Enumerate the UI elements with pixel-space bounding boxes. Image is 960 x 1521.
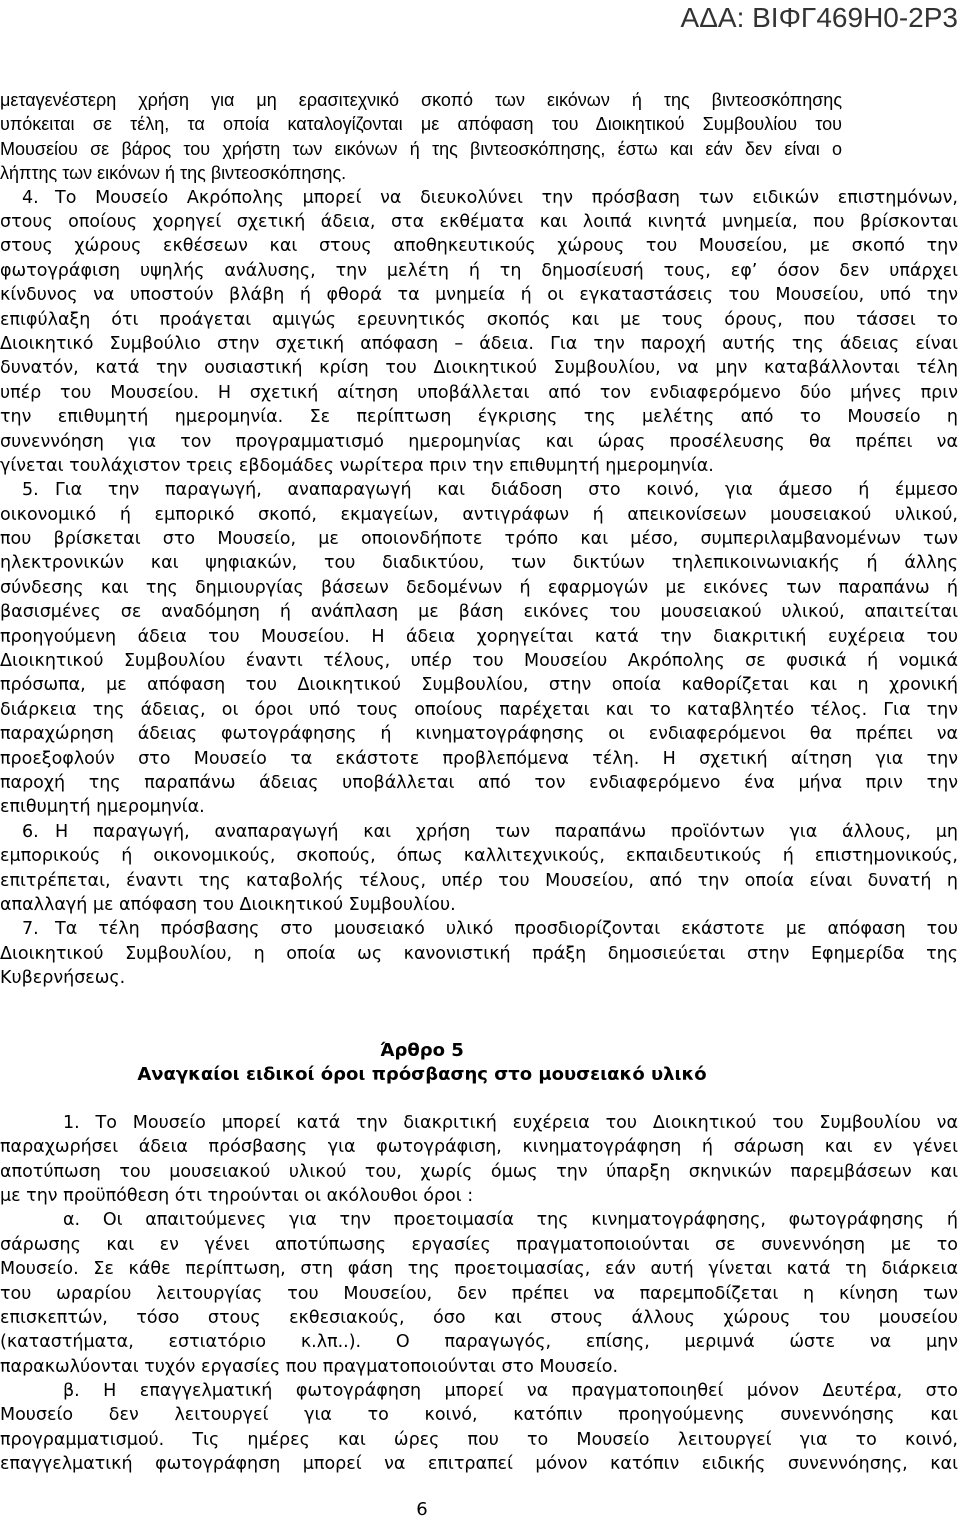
item-number: 5. xyxy=(22,480,39,501)
paragraph-line: Κυβερνήσεως. xyxy=(0,968,126,989)
ada-header: ΑΔΑ: ΒΙΦΓ469Η0-2Ρ3 xyxy=(680,2,958,33)
paragraph-line xyxy=(0,478,958,502)
paragraph-line: επισκεπτών, τόσο στους εκθεσιακούς, όσο και στους άλλους χώρους του μουσείου xyxy=(0,1307,958,1328)
paragraph-line: του ωραρίου λειτουργίας του Μουσείου, δεν πρέπει να παρεμποδίζεται η κίνηση των xyxy=(0,1283,958,1304)
paragraph-line: σύνδεσης και της δημιουργίας βάσεων δεδομένων ή εφαρμογών με εικόνες των παραπάνω ή xyxy=(0,577,958,598)
item-number: 4. xyxy=(22,187,39,208)
article-paragraph-b xyxy=(0,1379,958,1477)
paragraph-line xyxy=(0,820,958,844)
paragraph-line: α. Οι απαιτούμενες για την προετοιμασία της κινηματογράφησης, φωτογράφησης ή xyxy=(63,1210,958,1231)
article-title: Άρθρο 5 xyxy=(380,1039,464,1061)
paragraph-line: παραχώρηση άδειας φωτογράφησης ή κινηματογράφησης οι ενδιαφερόμενοι θα πρέπει να xyxy=(0,724,958,745)
paragraph-line: Διοικητικού Συμβουλίου έναντι τέλους, υπέρ του Μουσείου Ακρόπολης σε φυσικά ή νομικά xyxy=(0,651,958,672)
paragraph-line: Μουσείο. Σε κάθε περίπτωση, στη φάση της προετοιμασίας, εάν αυτή γίνεται κατά τη διάρκεια xyxy=(0,1259,958,1280)
paragraph-line: δυνατόν, κατά την ουσιαστική κρίση του Διοικητικού Συμβουλίου, να μην καταβάλλονται τέλη xyxy=(0,358,958,379)
numbered-items xyxy=(0,186,958,991)
paragraph-line: παραχωρήσει άδεια πρόσβασης για φωτογράφιση, κινηματογράφηση ή σάρωση και εν γένει xyxy=(0,1137,958,1158)
paragraph-line: βασισμένες σε αναδόμηση ή ανάπλαση με βάση εικόνες του μουσειακού υλικού, απαιτείται xyxy=(0,602,958,623)
paragraph-line: την επιθυμητή ημερομηνία. Σε περίπτωση έγκρισης της μελέτης από το Μουσείο η xyxy=(0,407,958,428)
paragraph-line: Μουσείου σε βάρος του χρήστη των εικόνων ή της βιντεοσκόπησης, έστω και εάν δεν είναι ο xyxy=(0,138,842,159)
paragraph-line: διάρκεια της άδειας, οι όροι υπό τους οποίους παρέχεται και το καταβλητέο τέλος. Για την xyxy=(0,699,958,720)
paragraph-line: προηγούμενη άδεια του Μουσείου. Η άδεια χορηγείται κατά την διακριτική ευχέρεια του xyxy=(0,626,958,647)
paragraph-line: 1. Το Μουσείο μπορεί κατά την διακριτική ευχέρεια του Διοικητικού του Συμβουλίου να xyxy=(63,1112,958,1133)
line-text: Για την παραγωγή, αναπαραγωγή και διάδοση στο κοινό, για άμεσο ή έμμεσο xyxy=(55,480,958,501)
item-7 xyxy=(0,917,958,990)
paragraph-line: εμπορικούς ή οικονομικούς, σκοπούς, όπως καλλιτεχνικούς, εκπαιδευτικούς ή επιστημονικούς, xyxy=(0,846,958,867)
paragraph-line: στους οποίους χορηγεί σχετική άδεια, στα εκθέματα και λοιπά κινητά μνημεία, που βρίσκονται xyxy=(0,211,958,232)
paragraph-line: πρόσωπα, με απόφαση του Διοικητικού Συμβουλίου, στην οποία καθορίζεται και η χρονική xyxy=(0,675,958,696)
paragraph-line: Διοικητικό Συμβούλιο στην σχετική απόφαση – άδεια. Για την παροχή αυτής της άδειας είναι xyxy=(0,333,958,354)
paragraph-line: παρακωλύονται τυχόν εργασίες που πραγματοποιούνται στο Μουσείο. xyxy=(0,1356,619,1377)
item-5 xyxy=(0,478,958,819)
paragraph-line: παροχή της παραπάνω άδειας υποβάλλεται από τον ενδιαφερόμενο ένα μήνα πριν την xyxy=(0,772,958,793)
paragraph-line: προεξοφλούν στο Μουσείο τα εκάστοτε προβλεπόμενα τέλη. Η σχετική αίτηση για την xyxy=(0,748,958,769)
paragraph-line: συνεννόηση για τον προγραμματισμό ημερομηνίας και ώρας προσέλευσης θα πρέπει να xyxy=(0,431,958,452)
paragraph-line: υπόκειται σε τέλη, τα οποία καταλογίζονται με απόφαση του Διοικητικού Συμβουλίου του xyxy=(0,114,842,135)
paragraph-line: φωτογράφιση υψηλής ανάλυσης, την μελέτη ή τη δημοσίευσή τους, εφ’ όσον δεν υπάρχει xyxy=(0,260,958,281)
paragraph-line: σάρωσης και εν γένει αποτύπωσης εργασίες πραγματοποιούνται σε συνεννόηση με το xyxy=(0,1234,958,1255)
article-paragraph-a xyxy=(0,1208,958,1379)
article-heading xyxy=(0,1039,844,1088)
paragraph-line: οικονομικό ή εμπορικό σκοπό, εκμαγείων, αντιγράφων ή απεικονίσεων μουσειακού υλικού, xyxy=(0,504,958,525)
intro-paragraph xyxy=(0,88,842,186)
paragraph-line: με την προϋπόθεση ότι τηρούνται οι ακόλουθοι όροι : xyxy=(0,1185,474,1206)
paragraph-line: γίνεται τουλάχιστον τρεις εβδομάδες νωρίτερα πριν την επιθυμητή ημερομηνία. xyxy=(0,455,714,476)
article-body xyxy=(0,1111,958,1477)
article-subtitle: Αναγκαίοι ειδικοί όροι πρόσβασης στο μουσειακό υλικό xyxy=(137,1064,707,1086)
item-number: 7. xyxy=(22,919,39,940)
paragraph-line: επιφύλαξη ότι προάγεται αμιγώς ερευνητικός σκοπός και με τους όρους, που τάσσει το xyxy=(0,309,958,330)
page-number: 6 xyxy=(416,1499,428,1520)
paragraph-line: απαλλαγή με απόφαση του Διοικητικού Συμβουλίου. xyxy=(0,894,456,915)
paragraph-line: (καταστήματα, εστιατόριο κ.λπ..). Ο παραγωγός, επίσης, μεριμνά ώστε να μην xyxy=(0,1332,958,1353)
paragraph-line: λήπτης των εικόνων ή της βιντεοσκόπησης. xyxy=(0,163,347,184)
paragraph-line: επαγγελματική φωτογράφηση μπορεί να επιτραπεί μόνον κατόπιν ειδικής συνεννόησης, και xyxy=(0,1454,958,1475)
item-number: 6. xyxy=(22,821,39,842)
paragraph-line: κίνδυνος να υποστούν βλάβη ή φθορά τα μνημεία ή οι εγκαταστάσεις του Μουσείου, υπό την xyxy=(0,285,958,306)
paragraph-line: που βρίσκεται στο Μουσείο, με οποιονδήποτε τρόπο και μέσο, συμπεριλαμβανομένων των xyxy=(0,529,958,550)
paragraph-line xyxy=(0,917,958,941)
paragraph-line: μεταγενέστερη χρήση για μη ερασιτεχνικό σκοπό των εικόνων ή της βιντεοσκόπησης xyxy=(0,90,842,110)
paragraph-line: προγραμματισμού. Τις ημέρες και ώρες που το Μουσείο λειτουργεί για το κοινό, xyxy=(0,1429,958,1450)
item-4 xyxy=(0,186,958,479)
line-text: Το Μουσείο Ακρόπολης μπορεί να διευκολύνει την πρόσβαση των ειδικών επιστημόνων, xyxy=(55,187,958,208)
paragraph-line: β. Η επαγγελματική φωτογράφηση μπορεί να πραγματοποιηθεί μόνον Δευτέρα, στο xyxy=(63,1381,958,1402)
paragraph-line: στους χώρους εκθέσεων και στους αποθηκευτικούς χώρους του Μουσείου, με σκοπό την xyxy=(0,236,958,257)
item-6 xyxy=(0,820,958,918)
paragraph-line: Διοικητικού Συμβουλίου, η οποία ως κανονιστική πράξη δημοσιεύεται στην Εφημερίδα της xyxy=(0,943,958,964)
paragraph-line: αποτύπωση του μουσειακού υλικού του, χωρίς όμως την ύπαρξη σκηνικών παρεμβάσεων και xyxy=(0,1161,958,1182)
line-text: Η παραγωγή, αναπαραγωγή και χρήση των παραπάνω προϊόντων για άλλους, μη xyxy=(55,821,958,842)
paragraph-line: επιτρέπεται, έναντι της καταβολής τέλους, υπέρ του Μουσείου, από την οποία είναι δυνατή η xyxy=(0,870,958,891)
article-paragraph-1 xyxy=(0,1111,958,1209)
line-text: Τα τέλη πρόσβασης στο μουσειακό υλικό προσδιορίζονται εκάστοτε με απόφαση του xyxy=(55,919,958,940)
paragraph-line: επιθυμητή ημερομηνία. xyxy=(0,797,205,818)
paragraph-line: υπέρ του Μουσείου. Η σχετική αίτηση υποβάλλεται από τον ενδιαφερόμενο δύο μήνες πριν xyxy=(0,382,958,403)
paragraph-line: ηλεκτρονικών και ψηφιακών, του διαδικτύου, των δικτύων τηλεπικοινωνιακής ή άλλης xyxy=(0,553,958,574)
paragraph-line xyxy=(0,186,958,210)
paragraph-line: Μουσείο δεν λειτουργεί για το κοινό, κατόπιν προηγούμενης συνεννόησης και xyxy=(0,1405,958,1426)
